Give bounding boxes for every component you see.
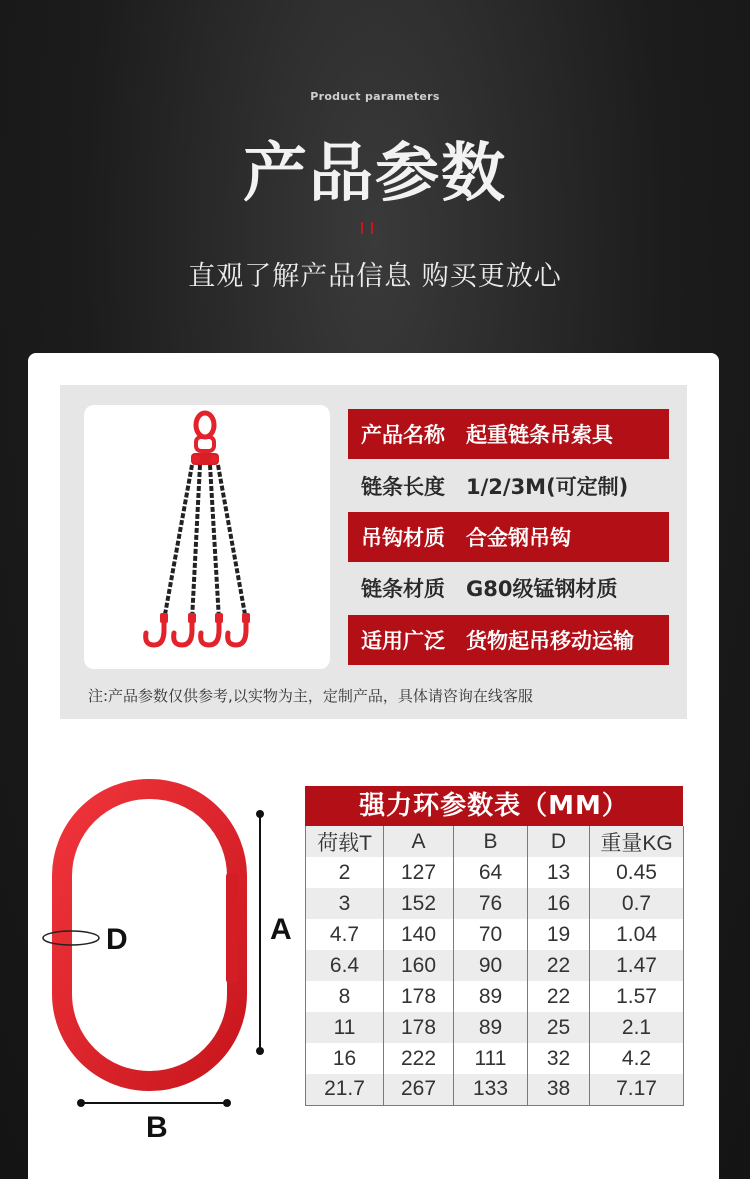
table-cell: 133 [454,1074,528,1105]
table-cell: 25 [528,1012,590,1043]
page-title: 产品参数 [243,137,507,211]
parameter-table [305,826,684,1106]
table-cell: 4.2 [590,1043,684,1074]
table-cell: 16 [306,1043,384,1074]
table-cell: 1.04 [590,919,684,950]
table-cell: 7.17 [590,1074,684,1105]
dimension-label-d: D [106,923,128,956]
content-card [28,353,719,1179]
table-cell: 2.1 [590,1012,684,1043]
table-cell: 22 [528,981,590,1012]
disclaimer-note: 注:产品参数仅供参考,以实物为主，定制产品，具体请咨询在线客服 [88,687,533,705]
spec-value: G80级锰钢材质 [466,577,618,601]
dimension-label-a: A [270,913,292,946]
chain-sling-illustration [84,405,330,669]
table-cell: 3 [306,888,384,919]
table-cell: 222 [384,1043,454,1074]
spec-value: 合金钢吊钩 [466,526,571,550]
table-cell: 127 [384,857,454,888]
spec-value: 货物起吊移动运输 [466,629,634,653]
table-row [306,1074,684,1105]
table-cell: 1.47 [590,950,684,981]
hero-english-label: Product parameters [310,90,440,103]
table-cell: 178 [384,981,454,1012]
ring-parameter-table [305,786,683,1106]
table-header: 重量KG [590,826,684,857]
table-row [306,857,684,888]
table-row [306,919,684,950]
table-cell: 76 [454,888,528,919]
table-header: 荷载T [306,826,384,857]
table-cell: 6.4 [306,950,384,981]
spec-row-product-name [348,409,669,459]
table-cell: 2 [306,857,384,888]
table-cell: 13 [528,857,590,888]
table-header-row [306,826,684,857]
table-cell: 140 [384,919,454,950]
table-cell: 21.7 [306,1074,384,1105]
table-cell: 267 [384,1074,454,1105]
table-row [306,950,684,981]
spec-row-chain-material [348,563,669,613]
table-cell: 178 [384,1012,454,1043]
spec-key: 链条材质 [361,577,445,601]
table-cell: 8 [306,981,384,1012]
table-header: D [528,826,590,857]
title-divider-mark [361,222,373,234]
table-cell: 0.45 [590,857,684,888]
table-cell: 22 [528,950,590,981]
spec-key: 吊钩材质 [361,526,445,550]
spec-row-application [348,615,669,665]
table-row [306,1043,684,1074]
table-header: A [384,826,454,857]
table-header: B [454,826,528,857]
table-cell: 38 [528,1074,590,1105]
table-cell: 1.57 [590,981,684,1012]
table-cell: 11 [306,1012,384,1043]
spec-key: 适用广泛 [361,629,445,653]
spec-row-hook-material [348,512,669,562]
table-cell: 89 [454,1012,528,1043]
spec-key: 链条长度 [361,475,445,499]
page-subtitle: 直观了解产品信息 购买更放心 [188,261,562,292]
table-cell: 111 [454,1043,528,1074]
table-row [306,1012,684,1043]
table-row [306,981,684,1012]
table-row [306,888,684,919]
spec-value: 起重链条吊索具 [466,423,613,447]
table-cell: 90 [454,950,528,981]
table-cell: 32 [528,1043,590,1074]
table-cell: 19 [528,919,590,950]
table-cell: 16 [528,888,590,919]
table-cell: 0.7 [590,888,684,919]
table-cell: 70 [454,919,528,950]
table-cell: 4.7 [306,919,384,950]
table-title: 强力环参数表（MM） [305,786,683,826]
dimension-label-b: B [146,1111,168,1144]
product-photo [84,405,330,669]
spec-key: 产品名称 [361,423,445,447]
master-link-ring-illustration [28,773,328,1153]
product-info-panel [60,385,687,719]
spec-row-chain-length [348,461,669,511]
ring-diagram [28,773,328,1153]
table-cell: 152 [384,888,454,919]
spec-value: 1/2/3M(可定制) [466,475,629,499]
table-cell: 64 [454,857,528,888]
table-cell: 89 [454,981,528,1012]
table-cell: 160 [384,950,454,981]
